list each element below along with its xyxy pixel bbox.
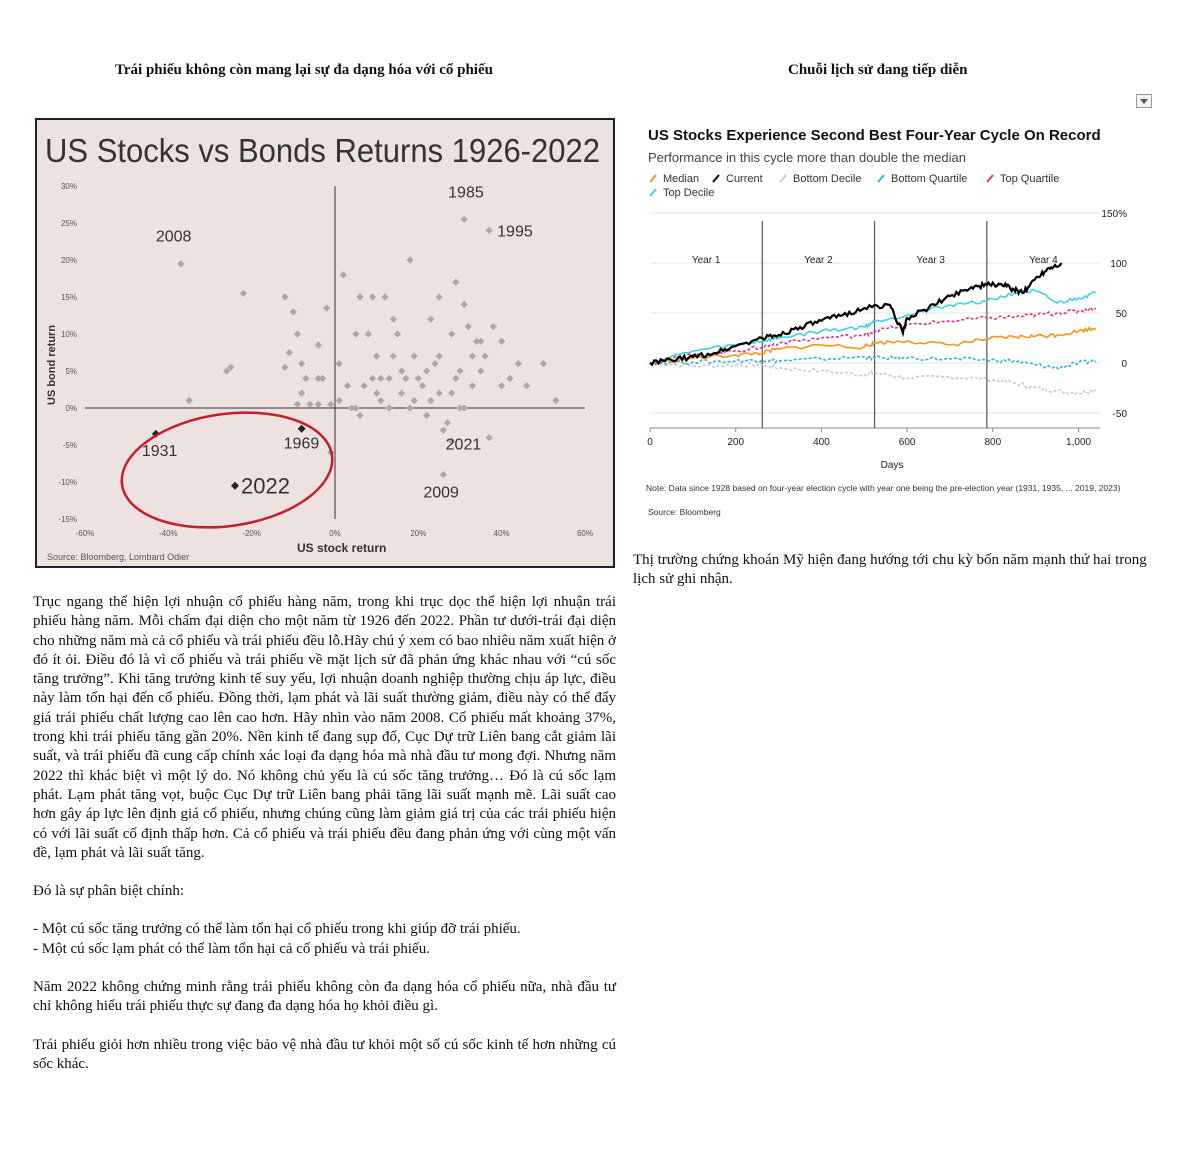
legend-label: Top Decile bbox=[663, 187, 715, 199]
y-tick-label: 30% bbox=[60, 182, 77, 191]
legend-label: Bottom Quartile bbox=[891, 173, 968, 185]
body-paragraph-3: Năm 2022 không chứng minh rằng trái phiếu không còn đa dạng hóa cổ phiếu nữa, nhà đầu tư chỉ không hiểu trái phiếu thực sự đang đa dạng hóa họ khỏi điều gì. bbox=[33, 979, 616, 1015]
bullet-2: - Một cú sốc lạm phát có thể làm tổn hại cả cổ phiếu và trái phiếu. bbox=[33, 940, 430, 957]
body-paragraph-2: Đó là sự phân biệt chính: bbox=[33, 883, 185, 900]
y-tick-label: 25% bbox=[60, 219, 77, 228]
legend-label: Top Quartile bbox=[1000, 173, 1060, 185]
series-line-bottom-decile bbox=[650, 363, 1096, 394]
series-line-current bbox=[650, 263, 1061, 365]
point-label: 1969 bbox=[283, 435, 320, 453]
right-heading: Chuỗi lịch sử đang tiếp diễn bbox=[788, 62, 968, 78]
scatter-source: Source: Bloomberg, Lombard Odier bbox=[47, 552, 190, 562]
x-tick-label: 40% bbox=[493, 529, 510, 538]
x-tick-label: -40% bbox=[158, 529, 178, 538]
legend-swatch bbox=[878, 175, 884, 182]
line-chart-title: US Stocks Experience Second Best Four-Year Cycle On Record bbox=[648, 127, 1101, 144]
year-label: Year 1 bbox=[691, 255, 721, 266]
scatter-y-label: US bond return bbox=[46, 324, 58, 405]
scatter-chart bbox=[35, 118, 615, 568]
x-tick-label: 1,000 bbox=[1066, 437, 1092, 448]
dropdown-arrow-icon[interactable] bbox=[1136, 94, 1152, 108]
line-chart-subtitle: Performance in this cycle more than double the median bbox=[648, 150, 966, 165]
y-tick-label: 5% bbox=[65, 367, 77, 376]
line-chart-note: Note: Data since 1928 based on four-year election cycle with year one being the pre-election year (1931, 1935, ... 2019, 2023) bbox=[646, 483, 1121, 493]
y-tick-label: -10% bbox=[58, 478, 77, 487]
year-label: Year 4 bbox=[1029, 255, 1058, 266]
x-tick-label: 600 bbox=[898, 437, 916, 448]
legend-label: Bottom Decile bbox=[793, 173, 862, 185]
y-tick-label: 0 bbox=[1121, 359, 1127, 370]
y-tick-label: -5% bbox=[62, 441, 77, 450]
y-tick-label: -15% bbox=[58, 515, 77, 524]
year-label: Year 2 bbox=[804, 255, 833, 266]
point-label: 1995 bbox=[497, 223, 533, 241]
series-line-bottom-quartile bbox=[650, 356, 1096, 370]
body-paragraph-4: Trái phiếu giỏi hơn nhiều trong việc bảo vệ nhà đầu tư khỏi một số cú sốc kinh tế hơn những cú sốc khác. bbox=[33, 1036, 616, 1072]
left-heading: Trái phiếu không còn mang lại sự đa dạng hóa với cổ phiếu bbox=[115, 62, 493, 78]
point-label: 1985 bbox=[448, 184, 484, 202]
scatter-chart-title: US Stocks vs Bonds Returns 1926-2022 bbox=[45, 132, 600, 169]
y-tick-label: 20% bbox=[60, 256, 77, 265]
y-tick-label: 50 bbox=[1115, 309, 1127, 320]
y-tick-label: 100 bbox=[1110, 259, 1127, 270]
bullet-1: - Một cú sốc tăng trưởng có thể làm tổn hại cổ phiếu trong khi giúp đỡ trái phiếu. bbox=[33, 921, 521, 938]
line-chart bbox=[640, 118, 1140, 518]
legend-swatch bbox=[713, 175, 719, 182]
line-chart-source: Source: Bloomberg bbox=[648, 507, 721, 517]
legend-label: Median bbox=[663, 173, 700, 185]
legend-label: Current bbox=[726, 173, 763, 185]
y-tick-label: 15% bbox=[60, 293, 77, 302]
legend-swatch bbox=[650, 189, 656, 196]
point-label: 2008 bbox=[155, 228, 192, 246]
point-label: 2021 bbox=[445, 436, 482, 454]
legend-swatch bbox=[650, 175, 656, 182]
x-tick-label: 60% bbox=[576, 529, 594, 538]
x-tick-label: 0 bbox=[647, 437, 653, 448]
line-x-label: Days bbox=[880, 460, 904, 471]
y-tick-label: -50 bbox=[1112, 409, 1127, 420]
y-tick-label: 150% bbox=[1101, 209, 1127, 220]
y-tick-label: 0% bbox=[65, 404, 77, 413]
x-tick-label: 800 bbox=[984, 437, 1002, 448]
body-paragraph-1: Trục ngang thể hiện lợi nhuận cổ phiếu hàng năm, trong khi trục dọc thể hiện lợi nhuận trái phiếu hàng năm. Mỗi chấm đại diện cho một năm từ 1926 đến 2022. Phần tư dưới-trái đại diện cho những năm mà cả cổ phiếu và trái phiếu đều lỗ.Hãy chú ý xem có bao nhiêu năm xuất hiện ở đó ít ỏi. Điều đó là vì cổ phiếu và trái phiếu về mặt lịch sử đã phản ứng khác nhau với “cú sốc tăng trưởng”. Khi tăng trưởng kinh tế suy yếu, lợi nhuận doanh nghiệp thường chịu áp lực, điều này làm tổn hại đến cổ phiếu. Đồng thời, lạm phát và lãi suất thường giảm, điều này có thể đẩy giá trái phiếu chất lượng cao lên cao hơn. Hãy nhìn vào năm 2008. Cổ phiếu mất khoảng 37%, trong khi trái phiếu tăng gần 20%. Nền kinh tế đang sụp đổ, Cục Dự trữ Liên bang cắt giảm lãi suất, và trái phiếu đã cung cấp chính xác loại đa dạng hóa mà nhà đầu tư mong đợi. Nhưng năm 2022 thì khác biệt vì một lý do. Nó không chủ yếu là cú sốc tăng trưởng… Đó là cú sốc lạm phát. Lạm phát tăng vọt, buộc Cục Dự trữ Liên bang phải tăng lãi suất mạnh mẽ. Lãi suất cao hơn gây áp lực lên định giá cổ phiếu, nhưng chúng cũng làm giảm giá trị của các trái phiếu hiện có với lãi suất cố định thấp hơn. Cả cổ phiếu và trái phiếu đều đang phản ứng với cùng một vấn đề, lạm phát và lãi suất tăng. bbox=[33, 594, 616, 861]
point-label: 2022 bbox=[241, 473, 290, 499]
x-tick-label: 200 bbox=[727, 437, 745, 448]
scatter-x-label: US stock return bbox=[297, 541, 387, 555]
x-tick-label: -60% bbox=[75, 529, 95, 538]
right-caption: Thị trường chứng khoán Mỹ hiện đang hướng tới chu kỳ bốn năm mạnh thứ hai trong lịch sử ghi nhận. bbox=[633, 552, 1147, 587]
x-tick-label: -20% bbox=[242, 529, 262, 538]
x-tick-label: 400 bbox=[813, 437, 830, 448]
scatter-chart-frame bbox=[36, 119, 614, 567]
point-label: 1931 bbox=[141, 442, 178, 460]
body-text bbox=[33, 593, 616, 1093]
x-tick-label: 20% bbox=[410, 529, 427, 538]
y-tick-label: 10% bbox=[60, 330, 77, 339]
legend-swatch bbox=[780, 175, 786, 182]
x-tick-label: 0% bbox=[329, 529, 341, 538]
legend-swatch bbox=[987, 175, 993, 182]
point-label: 2009 bbox=[423, 484, 459, 502]
year-label: Year 3 bbox=[916, 255, 945, 266]
